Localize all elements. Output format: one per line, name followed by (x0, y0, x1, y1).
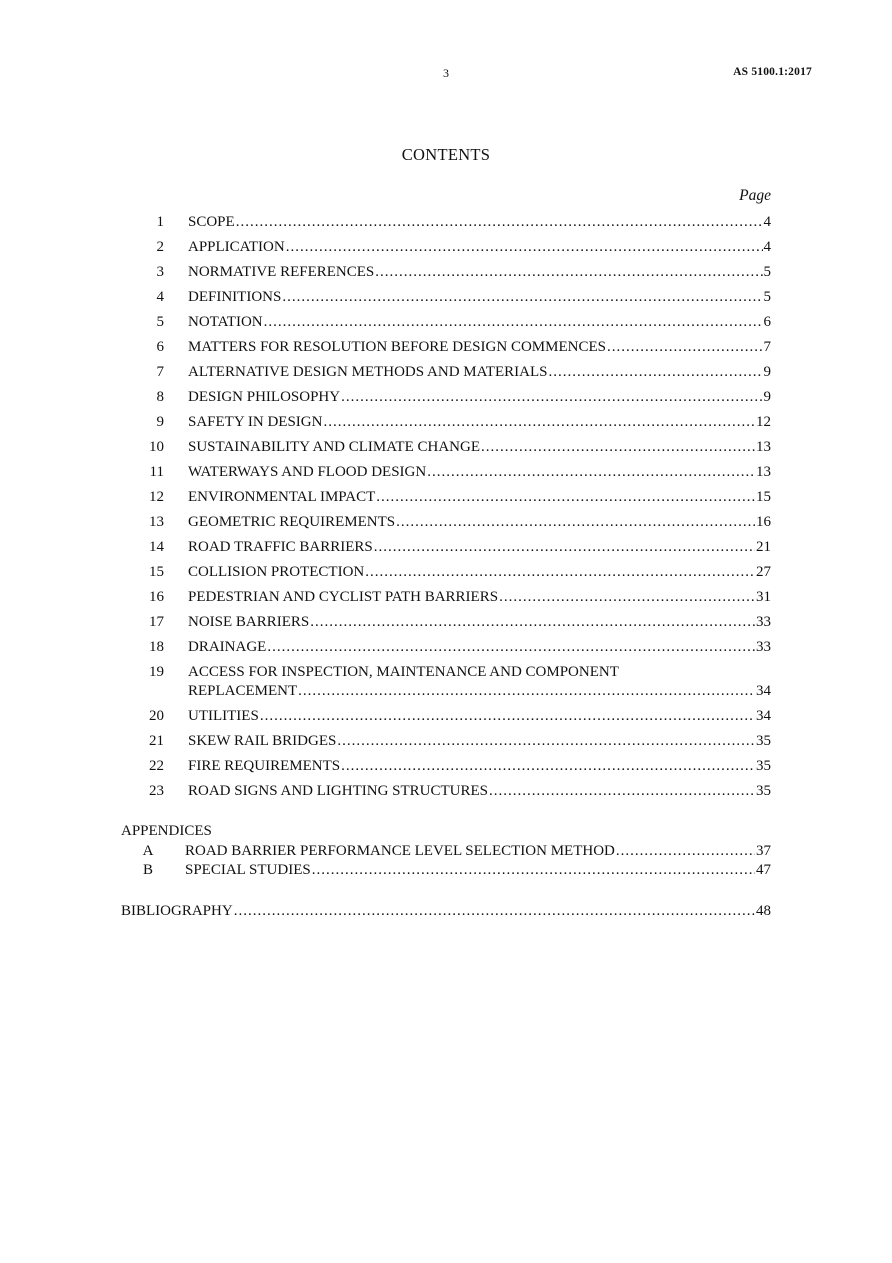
section-page: 9 (763, 389, 771, 405)
leader-dots (374, 535, 755, 560)
section-title: UTILITIES (188, 708, 259, 724)
section-number: 8 (156, 389, 164, 405)
leader-dots (489, 779, 755, 804)
section-title: DRAINAGE (188, 639, 267, 655)
section-title: ROAD TRAFFIC BARRIERS (188, 539, 373, 555)
leader-dots (264, 310, 763, 335)
bibliography-title: BIBLIOGRAPHY (121, 903, 233, 919)
appendix-letter: B (142, 862, 153, 878)
section-title: SAFETY IN DESIGN (188, 414, 323, 430)
section-title: GEOMETRIC REQUIREMENTS (188, 514, 396, 530)
section-page: 9 (763, 364, 771, 380)
section-number: 21 (149, 733, 164, 749)
leader-dots (282, 285, 762, 310)
section-page: 27 (756, 564, 771, 580)
leader-dots (375, 260, 762, 285)
section-title: ROAD SIGNS AND LIGHTING STRUCTURES (188, 783, 489, 799)
section-number: 12 (149, 489, 164, 505)
section-page: 35 (756, 783, 771, 799)
section-title: REPLACEMENT (188, 683, 298, 699)
appendix-letter: A (142, 843, 154, 859)
section-number: 3 (156, 264, 164, 280)
section-page: 16 (756, 514, 771, 530)
section-number: 10 (149, 439, 164, 455)
appendix-title: SPECIAL STUDIES (185, 862, 311, 878)
leader-dots (234, 899, 755, 924)
section-title: DESIGN PHILOSOPHY (188, 389, 341, 405)
leader-dots (548, 360, 762, 385)
section-page: 31 (756, 589, 771, 605)
section-number: 22 (149, 758, 164, 774)
section-page: 34 (756, 708, 771, 724)
section-title: WATERWAYS AND FLOOD DESIGN (188, 464, 427, 480)
section-number: 11 (149, 464, 164, 480)
section-title: NOISE BARRIERS (188, 614, 310, 630)
section-title: FIRE REQUIREMENTS (188, 758, 341, 774)
section-page: 13 (756, 439, 771, 455)
section-title-line1: ACCESS FOR INSPECTION, MAINTENANCE AND COMPONENT (188, 664, 619, 680)
section-number: 7 (156, 364, 164, 380)
leader-dots (312, 858, 755, 883)
leader-dots (365, 560, 755, 585)
leader-dots (341, 754, 755, 779)
page-number: 3 (443, 66, 449, 80)
section-page: 5 (763, 289, 771, 305)
section-number: 9 (156, 414, 164, 430)
section-number: 17 (149, 614, 164, 630)
section-title: ALTERNATIVE DESIGN METHODS AND MATERIALS (188, 364, 548, 380)
leader-dots (499, 585, 755, 610)
section-number: 15 (149, 564, 164, 580)
section-number: 14 (149, 539, 164, 555)
section-title: MATTERS FOR RESOLUTION BEFORE DESIGN COMMENCES (188, 339, 606, 355)
leader-dots (376, 485, 755, 510)
section-page: 15 (756, 489, 771, 505)
section-number: 23 (149, 783, 164, 799)
section-number: 1 (156, 214, 164, 230)
section-page: 4 (763, 239, 771, 255)
section-number: 20 (149, 708, 164, 724)
section-page: 12 (756, 414, 771, 430)
section-number: 18 (149, 639, 164, 655)
contents-title: CONTENTS (401, 145, 491, 164)
section-number: 5 (156, 314, 164, 330)
leader-dots (260, 704, 755, 729)
leader-dots (236, 210, 763, 235)
leader-dots (337, 729, 755, 754)
leader-dots (298, 679, 755, 704)
section-page: 5 (763, 264, 771, 280)
section-page: 7 (763, 339, 771, 355)
section-title: DEFINITIONS (188, 289, 282, 305)
section-title: NORMATIVE REFERENCES (188, 264, 375, 280)
bibliography-page: 48 (756, 903, 771, 919)
section-page: 33 (756, 639, 771, 655)
section-number: 13 (149, 514, 164, 530)
leader-dots (267, 635, 755, 660)
appendices-heading: APPENDICES (121, 823, 212, 839)
section-number: 16 (149, 589, 164, 605)
leader-dots (286, 235, 763, 260)
section-page: 35 (756, 733, 771, 749)
section-title: COLLISION PROTECTION (188, 564, 365, 580)
section-page: 35 (756, 758, 771, 774)
section-title: SUSTAINABILITY AND CLIMATE CHANGE (188, 439, 480, 455)
section-title: SCOPE (188, 214, 235, 230)
section-page: 13 (756, 464, 771, 480)
section-title: PEDESTRIAN AND CYCLIST PATH BARRIERS (188, 589, 499, 605)
leader-dots (427, 460, 755, 485)
section-title: ENVIRONMENTAL IMPACT (188, 489, 376, 505)
leader-dots (607, 335, 763, 360)
appendix-page: 37 (756, 843, 771, 859)
section-page: 33 (756, 614, 771, 630)
leader-dots (323, 410, 755, 435)
leader-dots (396, 510, 755, 535)
standard-code: AS 5100.1:2017 (733, 66, 812, 78)
section-page: 21 (756, 539, 771, 555)
appendix-page: 47 (756, 862, 771, 878)
section-page: 4 (763, 214, 771, 230)
section-number: 6 (156, 339, 164, 355)
section-number: 4 (156, 289, 164, 305)
appendix-title: ROAD BARRIER PERFORMANCE LEVEL SELECTION METHOD (185, 843, 615, 859)
leader-dots (481, 435, 755, 460)
section-page: 34 (756, 683, 771, 699)
leader-dots (310, 610, 755, 635)
page-column-label: Page (739, 187, 771, 204)
section-page: 6 (763, 314, 771, 330)
section-number: 19 (149, 664, 164, 680)
section-title: NOTATION (188, 314, 263, 330)
section-number: 2 (156, 239, 164, 255)
section-title: APPLICATION (188, 239, 285, 255)
leader-dots (341, 385, 762, 410)
section-title: SKEW RAIL BRIDGES (188, 733, 337, 749)
